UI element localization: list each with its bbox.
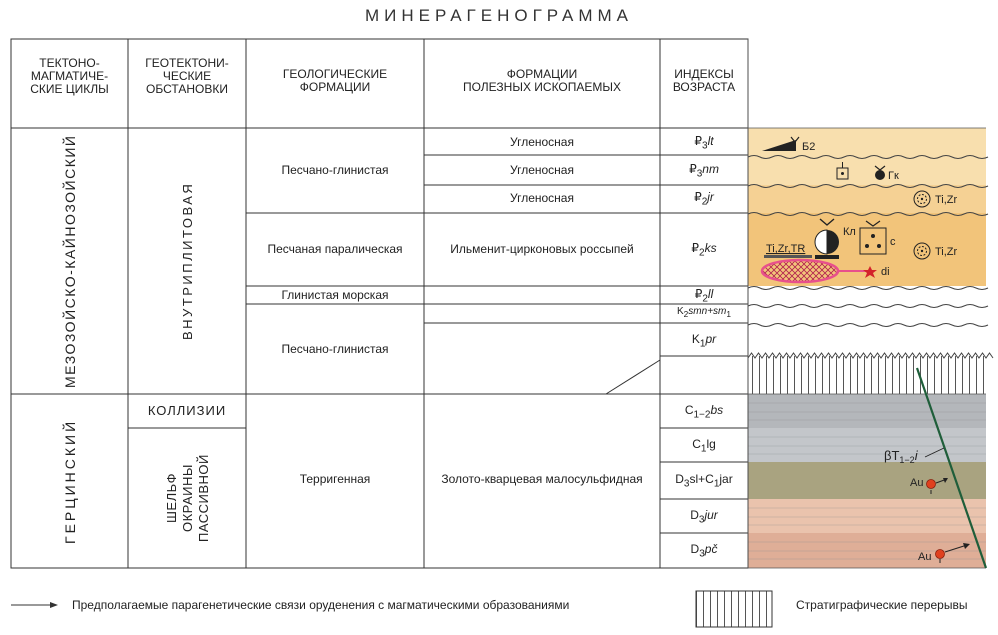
age-index-sl: $D_3sl+C_1jar$	[675, 472, 733, 490]
page-title: МИНЕРАГЕНОГРАММА	[365, 6, 633, 25]
placer-body-ellipse	[762, 260, 838, 282]
stratigraphic-gap-hatch	[748, 356, 986, 394]
mineral-formation-3: Угленосная	[510, 191, 574, 205]
geo-formation-4: Песчано-глинистая	[281, 342, 389, 356]
label-b2: Б2	[802, 141, 816, 153]
age-index-ks: $₽_2ks$	[691, 241, 717, 259]
setting-collision: КОЛЛИЗИИ	[147, 403, 227, 418]
age-index-lg: $C_1\lg$	[692, 437, 716, 455]
mineral-formation-4: Ильменит-цирконовых россыпей	[450, 242, 634, 256]
cycle-hercynian: ГЕРЦИНСКИЙ	[62, 418, 78, 544]
stratum-jur	[748, 499, 986, 533]
header-geological-formations: ГЕОЛОГИЧЕСКИЕ ФОРМАЦИИ	[282, 67, 388, 94]
legend-arrow-text: Предполагаемые парагенетические связи оруденения с магматическими образованиями	[72, 598, 570, 612]
legend-arrow-head	[50, 602, 58, 608]
cycle-mesozoic-cenozoic: МЕЗОЗОЙСКО-КАЙНОЗОЙСКИЙ	[62, 134, 78, 388]
stratum-k1	[748, 324, 986, 356]
au-symbol-2	[936, 550, 945, 559]
age-index-jr: $₽_2jr$	[694, 190, 714, 208]
geo-formation-2: Песчаная паралическая	[267, 242, 403, 256]
geo-formation-5: Терригенная	[299, 472, 371, 486]
age-index-bs: $C_{1-2}bs$	[684, 403, 724, 421]
header-age-indices: ИНДЕКСЫ ВОЗРАСТА	[672, 67, 736, 94]
mineral-formation-5: Золото-кварцевая малосульфидная	[441, 472, 643, 486]
label-au-2: Au	[918, 551, 932, 563]
label-gk: Гк	[888, 170, 899, 182]
label-au-1: Au	[910, 477, 924, 489]
age-index-nm: $₽_3nm$	[689, 162, 719, 180]
legend-hatch-box	[696, 591, 772, 627]
label-tizr-1: Ti,Zr	[935, 194, 958, 206]
header-tectono-cycles: ТЕКТОНО- МАГМАТИЧЕ- СКИЕ ЦИКЛЫ	[30, 56, 109, 96]
geo-formation-1: Песчано-глинистая	[281, 163, 389, 177]
age-index-jur: $D_3jur$	[690, 508, 718, 526]
header-mineral-formations: ФОРМАЦИИ ПОЛЕЗНЫХ ИСКОПАЕМЫХ	[462, 67, 622, 94]
mineral-formation-2: Угленосная	[510, 163, 574, 177]
tizrtr-bar	[764, 255, 812, 258]
geo-formation-3: Глинистая морская	[281, 288, 389, 302]
au-symbol-1	[927, 480, 936, 489]
setting-shelf: ПАССИВНОЙ ОКРАИНЫ ШЕЛЬФ	[164, 454, 211, 542]
stratum-k2	[748, 304, 986, 324]
age-index-pc: $D_3pč$	[690, 542, 718, 560]
mineral-formation-1: Угленосная	[510, 135, 574, 149]
label-intrusion: $\beta T_{1-2}i$	[884, 448, 918, 465]
age-index-lt: $₽_3lt$	[694, 134, 714, 152]
header-geotectonic-settings: ГЕОТЕКТОНИ- ЧЕСКИЕ ОБСТАНОВКИ	[145, 56, 229, 96]
stratum-lg	[748, 428, 986, 462]
label-c: c	[890, 236, 896, 248]
age-index-smn: $K_2smn+sm_1$	[676, 306, 731, 319]
label-tizrtr: Ti,Zr,TR	[766, 243, 806, 255]
stratum-bs	[748, 394, 986, 428]
setting-intraplate: ВНУТРИПЛИТОВАЯ	[180, 181, 195, 341]
label-tizr-2: Ti,Zr	[935, 246, 958, 258]
legend-hatch-text: Стратиграфические перерывы	[796, 598, 968, 612]
age-index-ll: $₽_2ll$	[694, 287, 714, 305]
age-index-pr: $K_1pr$	[691, 332, 717, 350]
label-di: di	[881, 266, 890, 278]
label-kl: Кл	[843, 226, 856, 238]
stratum-nm	[748, 155, 986, 185]
